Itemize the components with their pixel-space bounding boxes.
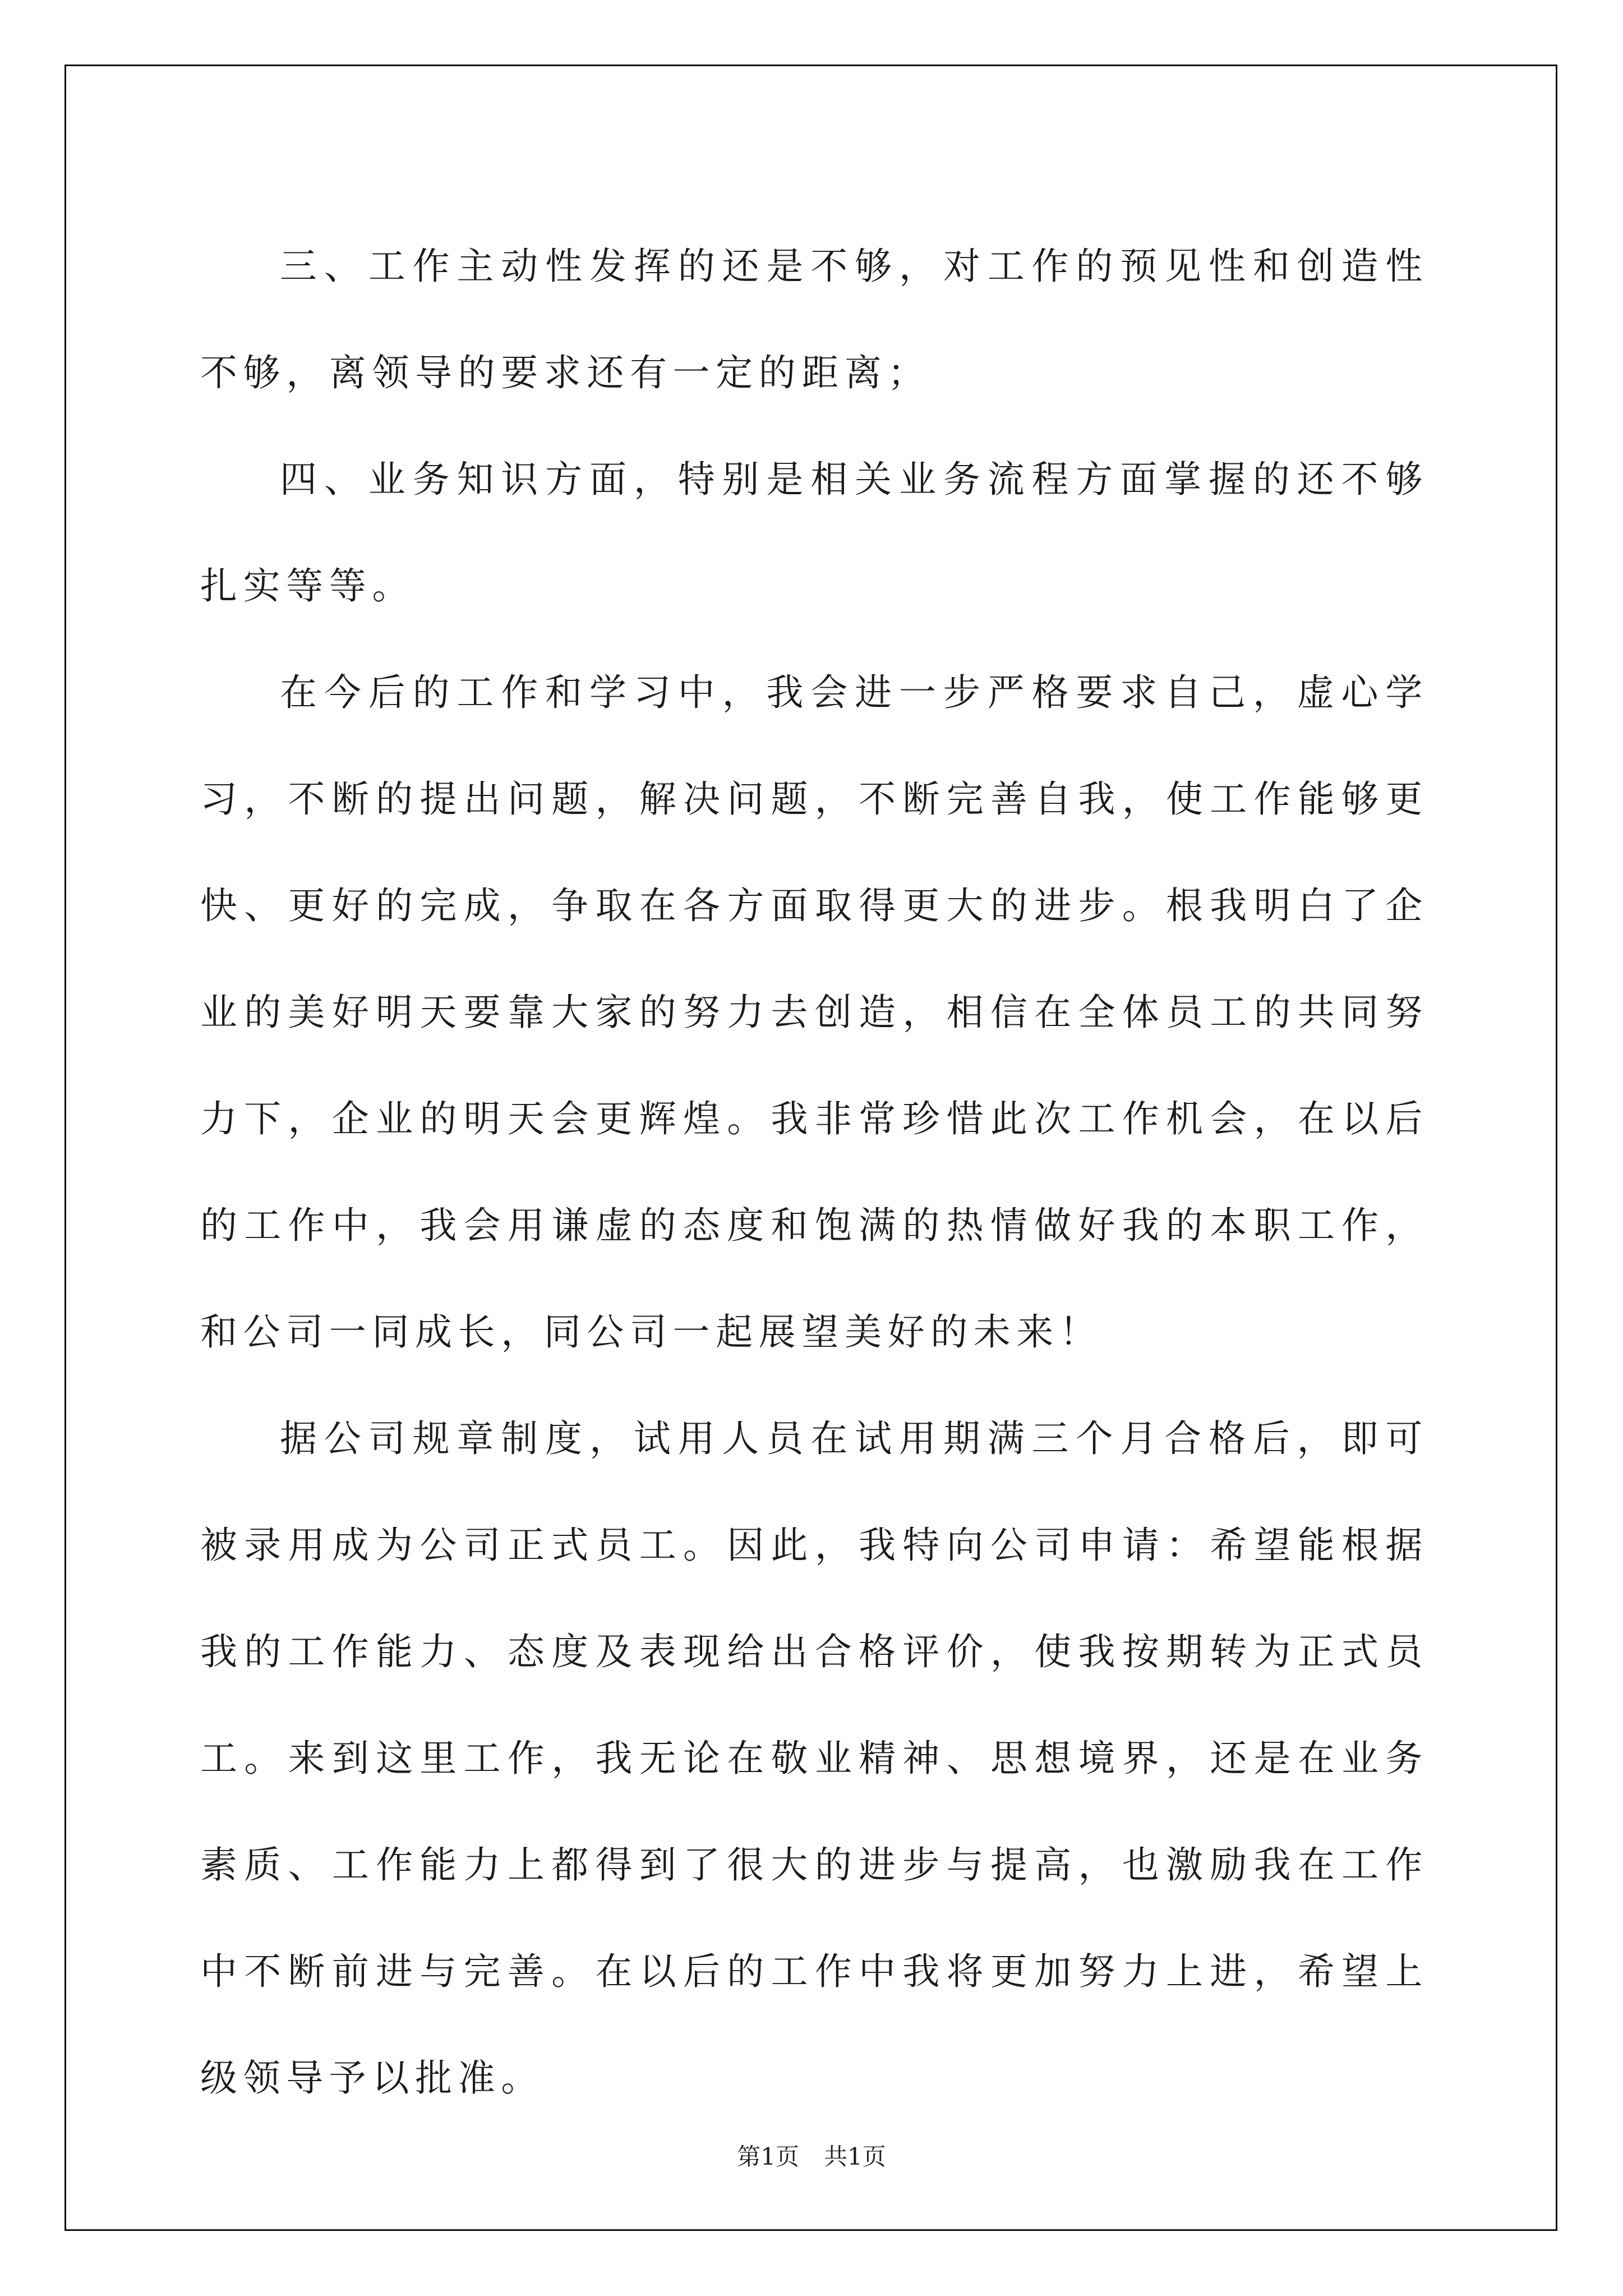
page-number-total: 共1页 — [824, 2143, 886, 2170]
paragraph-application-request: 据公司规章制度，试用人员在试用期满三个月合格后，即可被录用成为公司正式员工。因此，我特向公司申请：希望能根据我的工作能力、态度及表现给出合格评价，使我按期转为正式员工。来到这里工作，我无论在敬业精神、思想境界，还是在业务素质、工作能力上都得到了很大的进步与提高，也激励我在工作中不断前进与完善。在以后的工作中我将更加努力上进，希望上级领导予以批准。 — [200, 1417, 1428, 2100]
paragraph-shortcomings-3: 三、工作主动性发挥的还是不够，对工作的预见性和创造性不够，离领导的要求还有一定的距离； — [200, 245, 1428, 394]
page-number-current: 第1页 — [737, 2143, 799, 2170]
document-body — [200, 213, 1428, 2132]
page-footer — [0, 2143, 1623, 2171]
paragraph-shortcomings-4: 四、业务知识方面，特别是相关业务流程方面掌握的还不够扎实等等。 — [200, 458, 1428, 608]
paragraph-future-plans: 在今后的工作和学习中，我会进一步严格要求自己，虚心学习，不断的提出问题，解决问题，不断完善自我，使工作能够更快、更好的完成，争取在各方面取得更大的进步。根我明白了企业的美好明天要靠大家的努力去创造，相信在全体员工的共同努力下，企业的明天会更辉煌。我非常珍惜此次工作机会，在以后的工作中，我会用谦虚的态度和饱满的热情做好我的本职工作，和公司一同成长，同公司一起展望美好的未来！ — [200, 671, 1428, 1354]
